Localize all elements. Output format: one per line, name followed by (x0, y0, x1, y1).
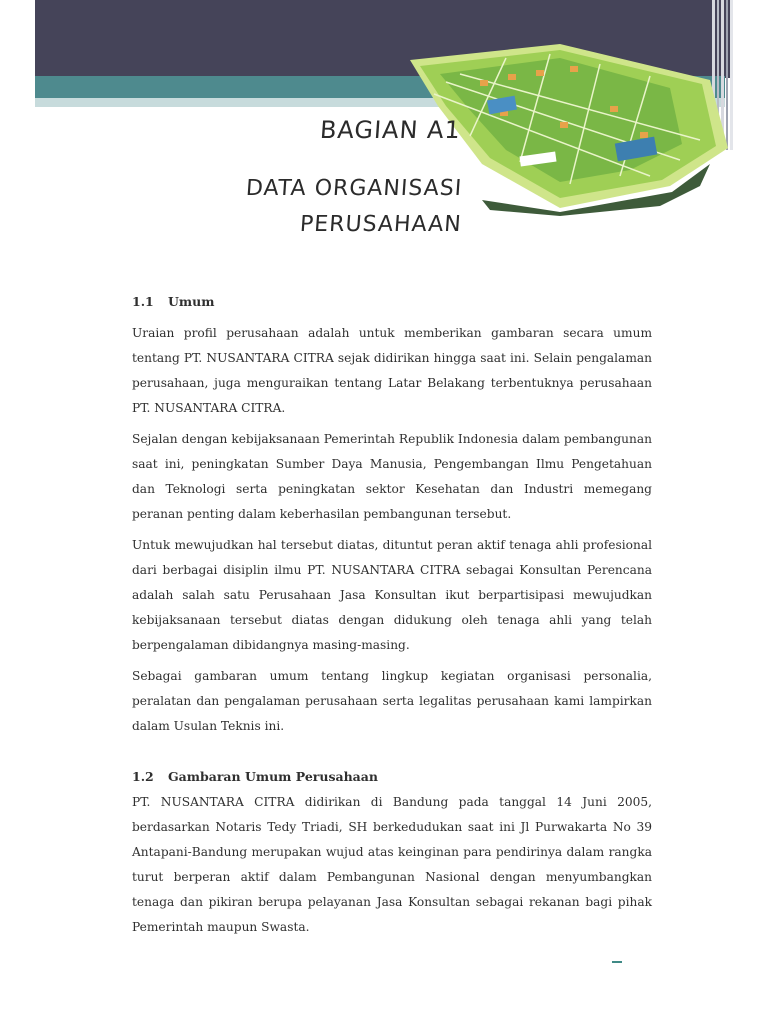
paragraph: Uraian profil perusahaan adalah untuk memberikan gambaran secara umum tentang PT. NUSANTARA CITRA sejak didirikan hingga saat ini. Selain pengalaman perusahaan, juga menguraikan tentang Latar Belakang terbentuknya perusahaan PT. NUSANTARA CITRA. (132, 326, 652, 415)
paragraph: Untuk mewujudkan hal tersebut diatas, dituntut peran aktif tenaga ahli profesional dari berbagai disiplin ilmu PT. NUSANTARA CITRA sebagai Konsultan Perencana adalah salah satu Perusahaan Jasa Konsultan ikut berpartisipasi mewujudkan kebijaksanaan tersebut diatas dengan didukung oleh tenaga ahli yang telah berpengalaman dibidangnya masing-masing. (132, 538, 652, 652)
section-subtitle-line1: DATA ORGANISASI (245, 176, 464, 201)
footer-mark (612, 961, 622, 963)
paragraph: Sebagai gambaran umum tentang lingkup kegiatan organisasi personalia, peralatan dan pengalaman perusahaan serta legalitas perusahaan kami lampirkan dalam Usulan Teknis ini. (132, 669, 652, 733)
section-number: 1.2 (132, 769, 154, 784)
section-heading-1-2 (132, 769, 652, 784)
section-heading-text: Gambaran Umum Perusahaan (168, 769, 378, 784)
section-heading-1-1 (132, 294, 652, 309)
paragraph: Sejalan dengan kebijaksanaan Pemerintah Republik Indonesia dalam pembangunan saat ini, peningkatan Sumber Daya Manusia, Pengembangan Ilmu Pengetahuan dan Teknologi serta peningkatan sektor Kesehatan dan Industri memegang peranan penting dalam keberhasilan pembangunan tersebut. (132, 432, 652, 521)
paragraph: PT. NUSANTARA CITRA didirikan di Bandung pada tanggal 14 Juni 2005, berdasarkan Notaris Tedy Triadi, SH berkedudukan saat ini Jl Purwakarta No 39 Antapani-Bandung merupakan wujud atas keinginan para pendirinya dalam rangka turut berperan aktif dalam Pembangunan Nasional dengan menyumbangkan tenaga dan pikiran berupa pelayanan Jasa Konsultan sebagai rekanan bagi pihak Pemerintah maupun Swasta. (132, 795, 652, 934)
section-subtitle-line2: PERUSAHAAN (299, 212, 463, 237)
section-title: BAGIAN A1 (319, 116, 462, 144)
section-heading-text: Umum (168, 294, 215, 309)
document-body (132, 290, 652, 940)
section-number: 1.1 (132, 294, 154, 309)
